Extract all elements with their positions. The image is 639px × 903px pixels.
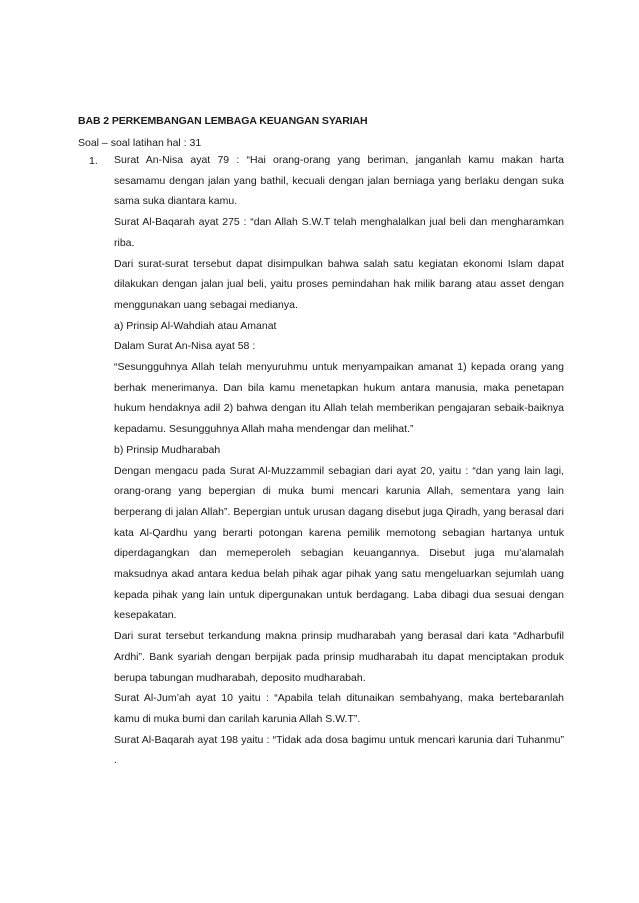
exercise-subtitle: Soal – soal latihan hal : 31 [78,137,202,149]
chapter-title: BAB 2 PERKEMBANGAN LEMBAGA KEUANGAN SYARIAH [78,115,368,127]
paragraph: Dalam Surat An-Nisa ayat 58 : [114,340,256,353]
paragraph: Surat An-Nisa ayat 79 : “Hai orang-orang yang beriman, janganlah kamu makan harta sesamamu dengan jalan yang bathil, kecuali dengan jalan berniaga yang berlaku dengan suka sama suka diantara kamu. [114,154,564,208]
paragraph: Dari surat tersebut terkandung makna prinsip mudharabah yang berasal dari kata “Adharbufil Ardhi”. Bank syariah dengan berpijak pada prinsip mudharabah itu dapat menciptakan produk berupa tabungan mudharabah, deposito mudharabah. [114,630,564,684]
paragraph: Dari surat-surat tersebut dapat disimpulkan bahwa salah satu kegiatan ekonomi Islam dapat dilakukan dengan jalan jual beli, yaitu proses pemindahan hak milik barang atau asset dengan menggunakan uang sebagai medianya. [114,257,564,311]
answer-body [114,150,564,771]
paragraph: Surat Al-Baqarah ayat 275 : “dan Allah S.W.T telah menghalalkan jual beli dan mengharamkan riba. [114,216,564,249]
subheading: a) Prinsip Al-Wahdiah atau Amanat [114,319,277,332]
paragraph: “Sesungguhnya Allah telah menyuruhmu untuk menyampaikan amanat 1) kepada orang yang berhak menerimanya. Dan bila kamu menetapkan hukum antara manusia, maka penetapan hukum hendaknya adil 2) bahwa dengan itu Allah telah memberikan pengajaran sebaik-baiknya kepadamu. Sesungguhnya Allah maha mendengar dan melihat.” [114,361,564,436]
subheading: b) Prinsip Mudharabah [114,443,221,456]
list-item-number: 1. [89,155,98,167]
paragraph: Dengan mengacu pada Surat Al-Muzzammil sebagian dari ayat 20, yaitu : “dan yang lain lagi, orang-orang yang bepergian di muka bumi mencari karunia Allah, sementara yang lain berperang di jalan Allah”. Bepergian untuk urusan dagang disebut juga Qiradh, yang berasal dari kata Al-Qardhu yang berarti potongan karena pemilik memotong sebagian hartanya untuk diperdagangkan dan memeperoleh sebagian keuangannya. Disebut juga mu’alamalah maksudnya akad antara kedua belah pihak agar pihak yang satu mengeluarkan sejumlah uang kepada pihak yang lain untuk dipergunakan untuk berdagang. Laba dibagi dua sesuai dengan kesepakatan. [114,464,564,622]
paragraph: Surat Al-Jum’ah ayat 10 yaitu : “Apabila telah ditunaikan sembahyang, maka bertebaranlah kamu di muka bumi dan carilah karunia Allah S.W.T”. [114,692,564,725]
paragraph: Surat Al-Baqarah ayat 198 yaitu : “Tidak ada dosa bagimu untuk mencari karunia dari Tuhanmu” . [114,733,564,767]
